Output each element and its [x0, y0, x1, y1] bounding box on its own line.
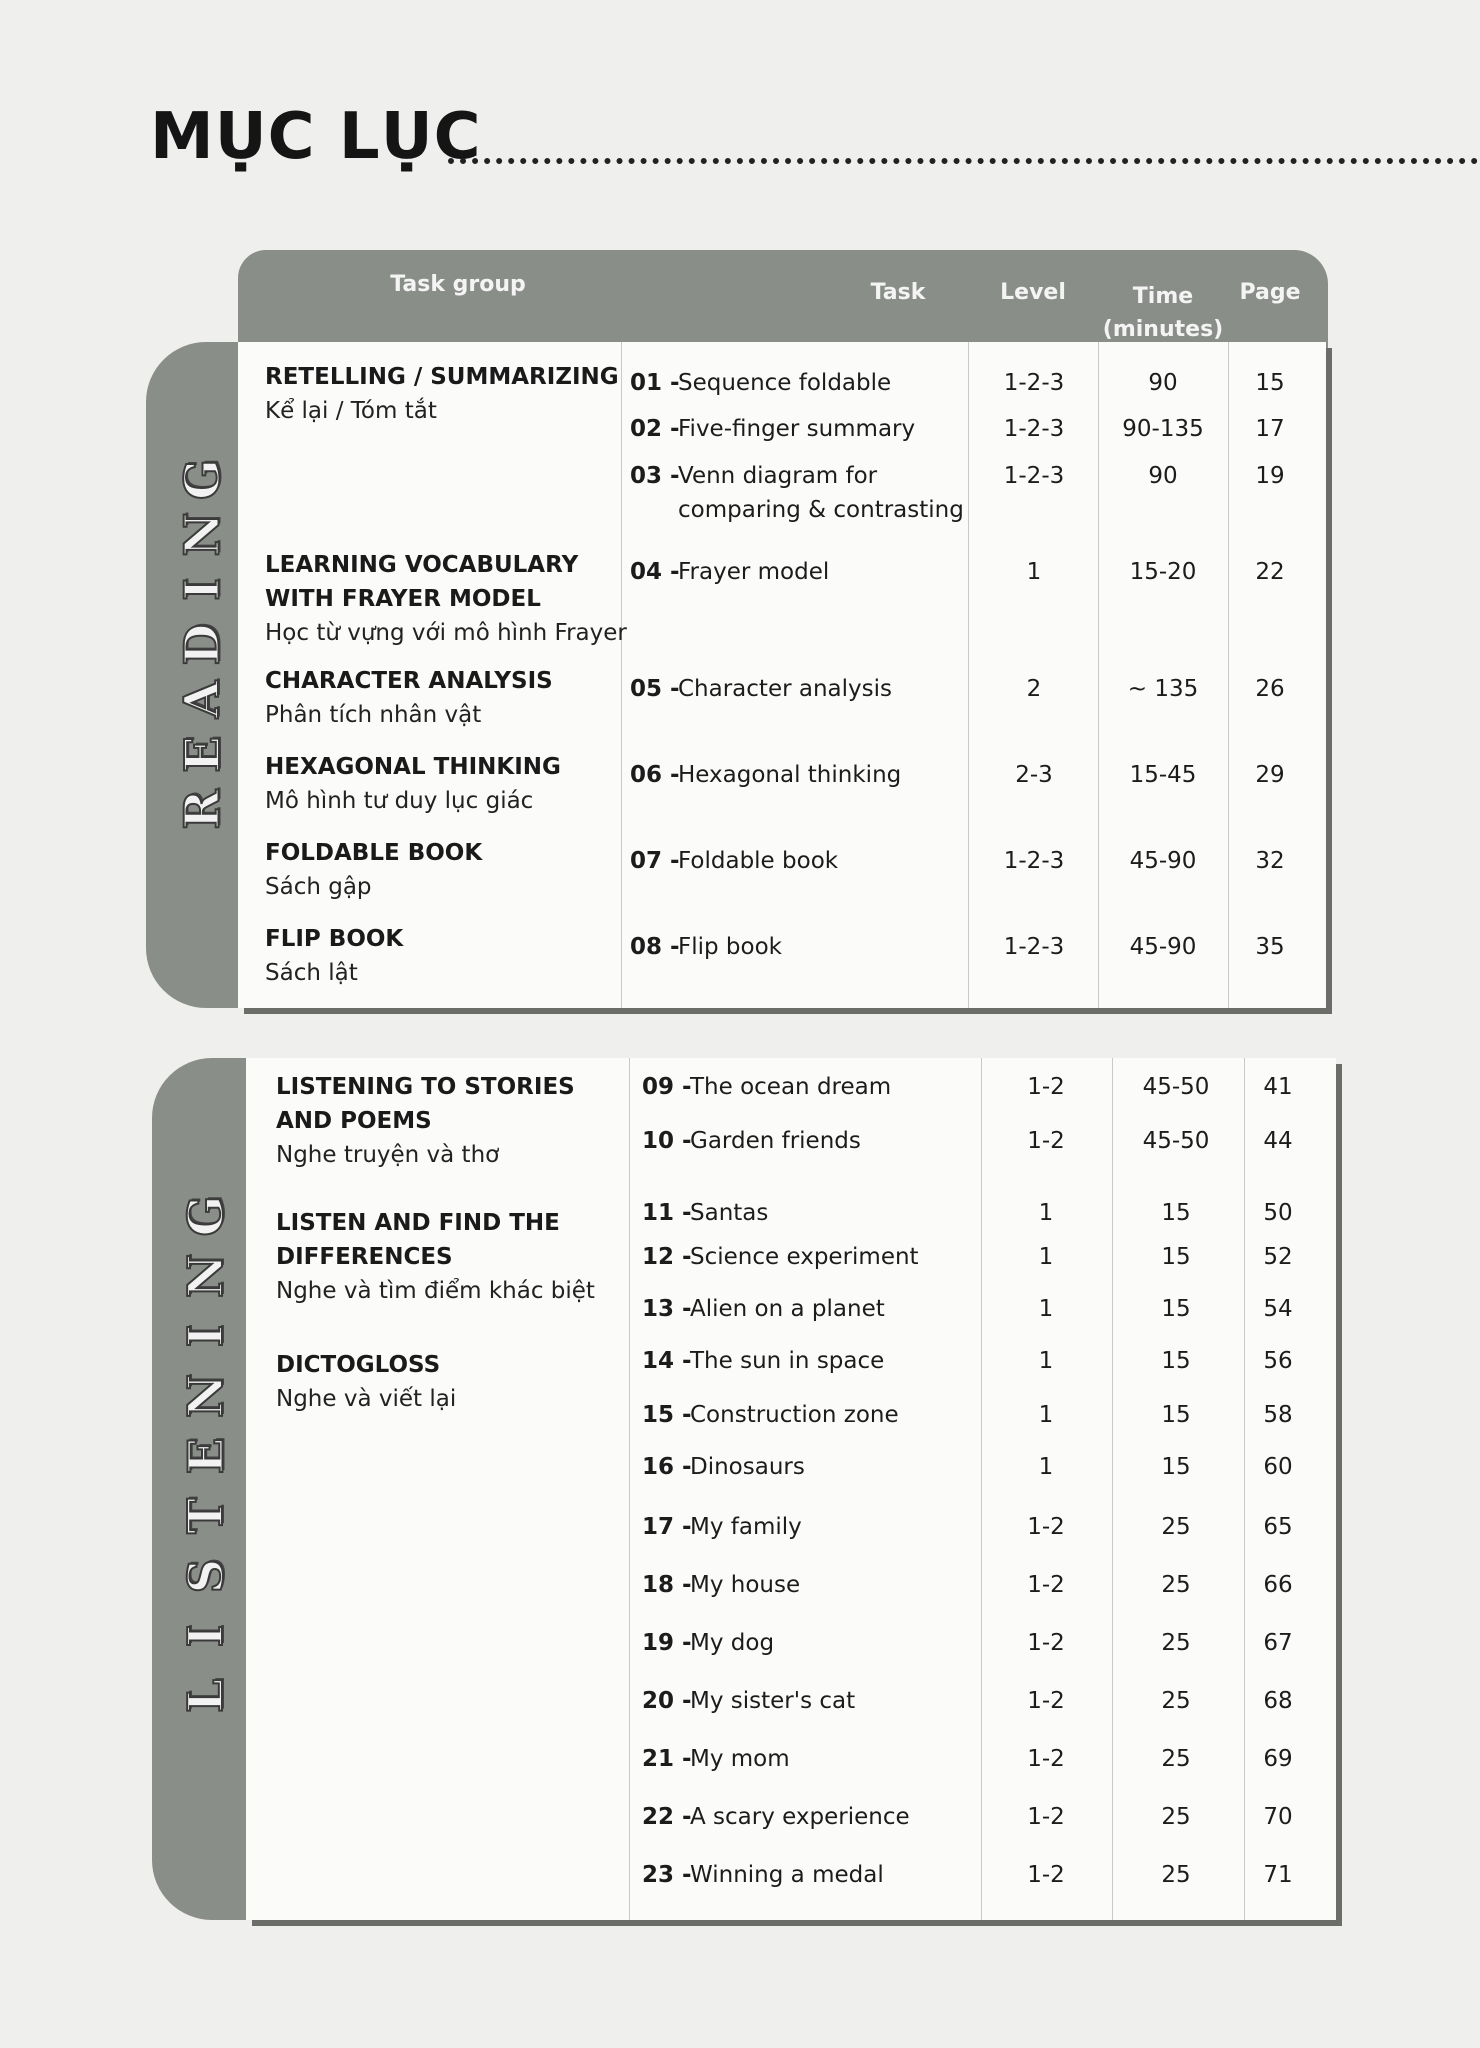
task-number: 05 - [630, 676, 680, 702]
task-level: 1-2-3 [1003, 463, 1065, 489]
tab-letter: I [174, 578, 231, 601]
task-name: The sun in space [690, 1348, 885, 1374]
header-time [1098, 280, 1228, 346]
task-page: 35 [1255, 934, 1285, 960]
task-level: 1-2 [1027, 1804, 1065, 1830]
task-number: 03 - [630, 463, 680, 489]
group-title: LEARNING VOCABULARY [265, 552, 579, 578]
task-time: 15 [1161, 1402, 1191, 1428]
task-page: 68 [1263, 1688, 1293, 1714]
tab-letter: R [174, 789, 231, 830]
header-level: Level [1000, 280, 1066, 305]
group-title: DICTOGLOSS [276, 1352, 441, 1378]
task-number: 12 - [642, 1244, 692, 1270]
task-name: Flip book [678, 934, 782, 960]
task-number: 06 - [630, 762, 680, 788]
group-title: CHARACTER ANALYSIS [265, 668, 553, 694]
table-header [238, 250, 1328, 354]
reading-tab-label [176, 452, 236, 837]
task-level: 1-2 [1027, 1128, 1065, 1154]
task-name: My mom [690, 1746, 790, 1772]
header-task: Task [870, 280, 926, 305]
task-time: 45-50 [1142, 1128, 1210, 1154]
task-number: 13 - [642, 1296, 692, 1322]
group-title: RETELLING / SUMMARIZING [265, 364, 619, 390]
task-name: The ocean dream [690, 1074, 892, 1100]
reading-table [238, 342, 1326, 1008]
task-time: 15 [1161, 1296, 1191, 1322]
task-level: 1-2 [1027, 1630, 1065, 1656]
header-page: Page [1239, 280, 1301, 305]
group-title: LISTENING TO STORIES [276, 1074, 575, 1100]
tab-letter: T [178, 1498, 234, 1534]
task-name: Character analysis [678, 676, 892, 702]
task-page: 56 [1263, 1348, 1293, 1374]
task-level: 1 [1038, 1348, 1054, 1374]
tab-letter: A [174, 680, 231, 719]
task-time: 25 [1161, 1688, 1191, 1714]
task-time: 15 [1161, 1244, 1191, 1270]
task-page: 67 [1263, 1630, 1293, 1656]
group-title: LISTEN AND FIND THE [276, 1210, 560, 1236]
task-number: 19 - [642, 1630, 692, 1656]
task-time: 15 [1161, 1200, 1191, 1226]
task-level: 1-2-3 [1003, 416, 1065, 442]
task-level: 1 [1026, 559, 1042, 585]
task-name: My family [690, 1514, 802, 1540]
tab-letter: I [177, 1324, 234, 1348]
task-name: Venn diagram for [678, 463, 878, 489]
task-name: Science experiment [690, 1244, 919, 1270]
tab-letter: N [174, 512, 231, 557]
task-name: Garden friends [690, 1128, 861, 1154]
task-level: 1-2 [1027, 1572, 1065, 1598]
task-number: 14 - [642, 1348, 692, 1374]
task-page: 44 [1263, 1128, 1293, 1154]
group-subtitle: Học từ vựng với mô hình Frayer [265, 620, 627, 646]
task-page: 22 [1255, 559, 1285, 585]
task-name: Sequence foldable [678, 370, 892, 396]
task-number: 09 - [642, 1074, 692, 1100]
task-number: 18 - [642, 1572, 692, 1598]
task-page: 71 [1263, 1862, 1293, 1888]
task-page: 65 [1263, 1514, 1293, 1540]
group-title: FOLDABLE BOOK [265, 840, 483, 866]
task-name: Winning a medal [690, 1862, 884, 1888]
task-number: 17 - [642, 1514, 692, 1540]
task-page: 50 [1263, 1200, 1293, 1226]
tab-letter: N [178, 1374, 234, 1418]
header-time-line1: Time [1132, 284, 1194, 309]
task-page: 29 [1255, 762, 1285, 788]
task-level: 1-2 [1027, 1862, 1065, 1888]
task-level: 1-2-3 [1003, 934, 1065, 960]
task-number: 07 - [630, 848, 680, 874]
task-page: 19 [1255, 463, 1285, 489]
header-time-line2: (minutes) [1102, 317, 1224, 342]
task-name-line2: comparing & contrasting [678, 497, 964, 523]
group-subtitle: Nghe và viết lại [276, 1386, 457, 1412]
task-page: 41 [1263, 1074, 1293, 1100]
task-level: 1-2-3 [1003, 370, 1065, 396]
task-page: 60 [1263, 1454, 1293, 1480]
group-title-line2: AND POEMS [276, 1108, 432, 1134]
task-page: 26 [1255, 676, 1285, 702]
task-level: 1-2 [1027, 1074, 1065, 1100]
task-number: 15 - [642, 1402, 692, 1428]
task-time: 90 [1148, 463, 1178, 489]
task-number: 23 - [642, 1862, 692, 1888]
task-level: 2 [1026, 676, 1042, 702]
task-page: 52 [1263, 1244, 1293, 1270]
task-time: 25 [1161, 1746, 1191, 1772]
group-subtitle: Mô hình tư duy lục giác [265, 788, 534, 814]
task-number: 02 - [630, 416, 680, 442]
task-level: 1 [1038, 1296, 1054, 1322]
group-subtitle: Nghe truyện và thơ [276, 1142, 500, 1168]
task-number: 08 - [630, 934, 680, 960]
task-page: 69 [1263, 1746, 1293, 1772]
group-subtitle: Phân tích nhân vật [265, 702, 482, 728]
task-page: 15 [1255, 370, 1285, 396]
tab-letter: G [178, 1195, 234, 1237]
title-leader-dots [448, 158, 1478, 164]
task-name: Alien on a planet [690, 1296, 885, 1322]
task-number: 16 - [642, 1454, 692, 1480]
task-level: 1 [1038, 1402, 1054, 1428]
group-subtitle: Sách gập [265, 874, 372, 900]
task-time: 90 [1148, 370, 1178, 396]
task-level: 1-2 [1027, 1746, 1065, 1772]
task-name: Hexagonal thinking [678, 762, 902, 788]
task-time: 15 [1161, 1348, 1191, 1374]
group-title-line2: DIFFERENCES [276, 1244, 453, 1270]
task-time: 25 [1161, 1804, 1191, 1830]
task-level: 2-3 [1015, 762, 1053, 788]
tab-letter: D [174, 623, 231, 666]
group-subtitle: Nghe và tìm điểm khác biệt [276, 1278, 595, 1304]
listening-tab-label [177, 1186, 242, 1726]
listening-table [246, 1058, 1336, 1920]
tab-letter: N [178, 1254, 234, 1298]
task-level: 1-2 [1027, 1688, 1065, 1714]
task-time: 15-45 [1129, 762, 1197, 788]
task-page: 66 [1263, 1572, 1293, 1598]
task-page: 70 [1263, 1804, 1293, 1830]
task-name: My sister's cat [690, 1688, 856, 1714]
task-level: 1-2-3 [1003, 848, 1065, 874]
group-title: HEXAGONAL THINKING [265, 754, 561, 780]
task-number: 11 - [642, 1200, 692, 1226]
task-name: Foldable book [678, 848, 839, 874]
task-name: Santas [690, 1200, 769, 1226]
task-name: Five-finger summary [678, 416, 916, 442]
task-time: 15 [1161, 1454, 1191, 1480]
tab-letter: G [174, 459, 231, 500]
task-name: Frayer model [678, 559, 830, 585]
header-task-group: Task group [390, 272, 526, 297]
task-page: 32 [1255, 848, 1285, 874]
task-number: 04 - [630, 559, 680, 585]
tab-letter: E [178, 1437, 234, 1475]
task-time: 45-50 [1142, 1074, 1210, 1100]
task-level: 1 [1038, 1454, 1054, 1480]
task-level: 1 [1038, 1200, 1054, 1226]
task-level: 1-2 [1027, 1514, 1065, 1540]
task-number: 10 - [642, 1128, 692, 1154]
task-time: 90-135 [1122, 416, 1204, 442]
group-subtitle: Sách lật [265, 960, 358, 986]
task-name: Dinosaurs [690, 1454, 805, 1480]
group-subtitle: Kể lại / Tóm tắt [265, 398, 437, 424]
tab-letter: S [177, 1558, 234, 1594]
task-name: My dog [690, 1630, 775, 1656]
tab-letter: E [174, 736, 231, 773]
task-number: 20 - [642, 1688, 692, 1714]
page-title: MỤC LỤC [150, 100, 482, 174]
task-time: 25 [1161, 1572, 1191, 1598]
task-time: 15-20 [1129, 559, 1197, 585]
task-level: 1 [1038, 1244, 1054, 1270]
task-number: 01 - [630, 370, 680, 396]
tab-letter: I [177, 1624, 234, 1648]
group-title: FLIP BOOK [265, 926, 404, 952]
tab-letter: L [178, 1679, 234, 1713]
task-time: 25 [1161, 1862, 1191, 1888]
group-title-line2: WITH FRAYER MODEL [265, 586, 541, 612]
task-time: 25 [1161, 1630, 1191, 1656]
task-time: 45-90 [1129, 934, 1197, 960]
task-name: My house [690, 1572, 801, 1598]
task-number: 21 - [642, 1746, 692, 1772]
task-time: 25 [1161, 1514, 1191, 1540]
task-name: A scary experience [690, 1804, 910, 1830]
task-name: Construction zone [690, 1402, 899, 1428]
task-page: 17 [1255, 416, 1285, 442]
task-time: ~ 135 [1127, 676, 1199, 702]
task-number: 22 - [642, 1804, 692, 1830]
task-page: 58 [1263, 1402, 1293, 1428]
task-page: 54 [1263, 1296, 1293, 1322]
task-time: 45-90 [1129, 848, 1197, 874]
